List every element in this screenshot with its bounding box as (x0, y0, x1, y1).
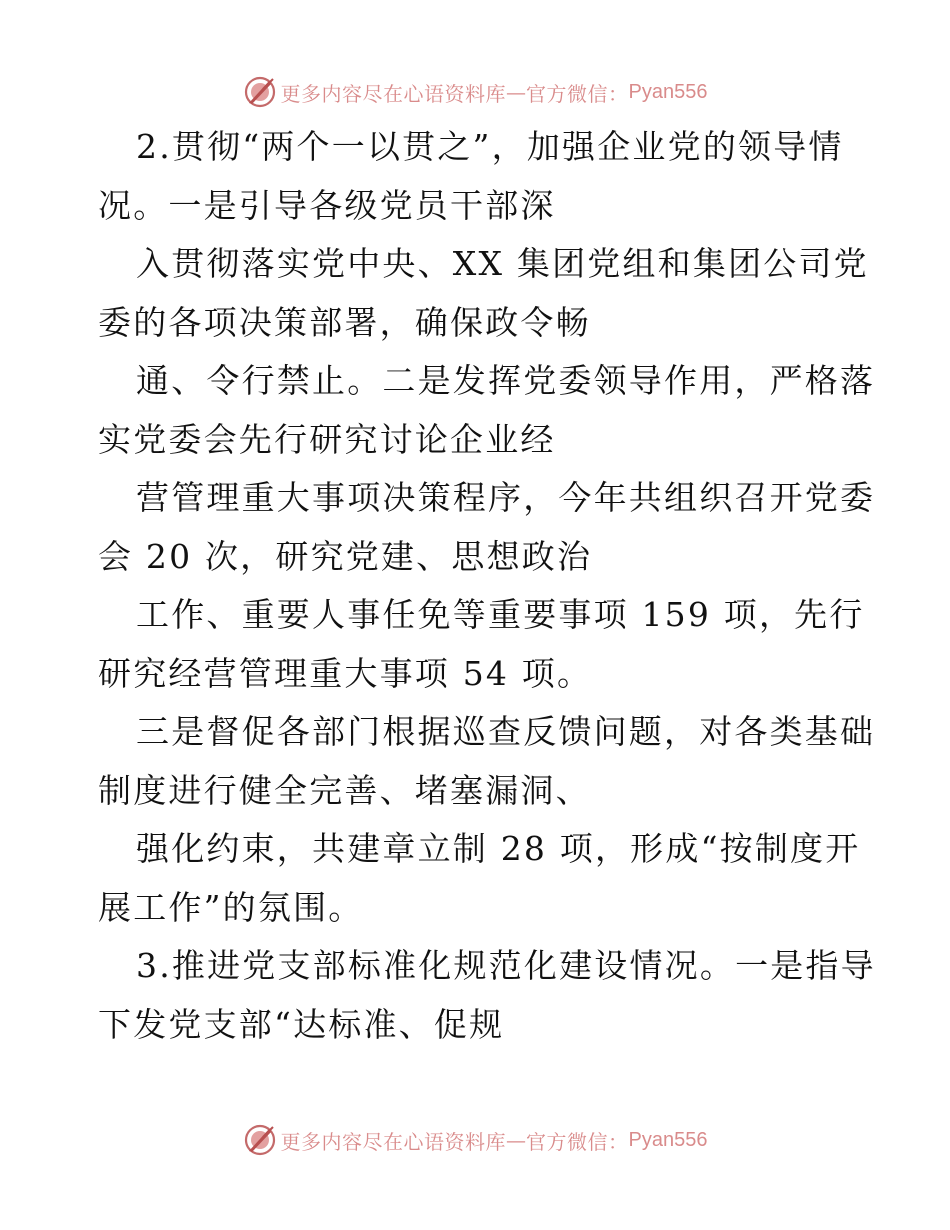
body-line: 实党委会先行研究讨论企业经 (98, 419, 556, 459)
header-watermark-banner (0, 72, 950, 112)
body-line: 3.推进党支部标准化规范化建设情况。一是指导 (136, 946, 876, 985)
body-line: 委的各项决策部署，确保政令畅 (98, 302, 591, 342)
body-line: 强化约束，共建章立制 28 项，形成“按制度开 (136, 829, 861, 868)
footer-watermark-banner (0, 1120, 950, 1160)
banner-wechat-id: Pyan556 (628, 1128, 708, 1151)
banner-title: 更多内容尽在心语资料库 (280, 1129, 507, 1154)
banner-separator: — (506, 80, 527, 104)
banner-contact-label: 官方微信： (526, 1129, 629, 1154)
body-line: 工作、重要人事任免等重要事项 159 项，先行 (136, 595, 865, 634)
body-line: 制度进行健全完善、堵塞漏洞、 (98, 770, 591, 810)
banner-separator: — (506, 1128, 527, 1152)
quill-seal-icon (243, 1123, 277, 1157)
body-line: 营管理重大事项决策程序，今年共组织召开党委 (136, 478, 876, 517)
body-line: 2.贯彻“两个一以贯之”，加强企业党的领导情 (136, 127, 844, 166)
banner-wechat-id: Pyan556 (628, 80, 708, 103)
body-line: 况。一是引导各级党员干部深 (98, 185, 556, 225)
body-line: 研究经营管理重大事项 54 项。 (98, 653, 593, 693)
body-line: 通、令行禁止。二是发挥党委领导作用，严格落 (136, 361, 876, 400)
banner-title: 更多内容尽在心语资料库 (280, 81, 507, 106)
body-line: 三是督促各部门根据巡查反馈问题，对各类基础 (136, 712, 876, 751)
document-body (98, 118, 876, 1054)
body-line: 入贯彻落实党中央、XX 集团党组和集团公司党 (136, 244, 869, 283)
quill-seal-icon (243, 75, 277, 109)
body-line: 下发党支部“达标准、促规 (98, 1004, 505, 1044)
banner-contact-label: 官方微信： (526, 81, 629, 106)
body-line: 会 20 次，研究党建、思想政治 (98, 536, 593, 576)
body-line: 展工作”的氛围。 (98, 887, 364, 927)
